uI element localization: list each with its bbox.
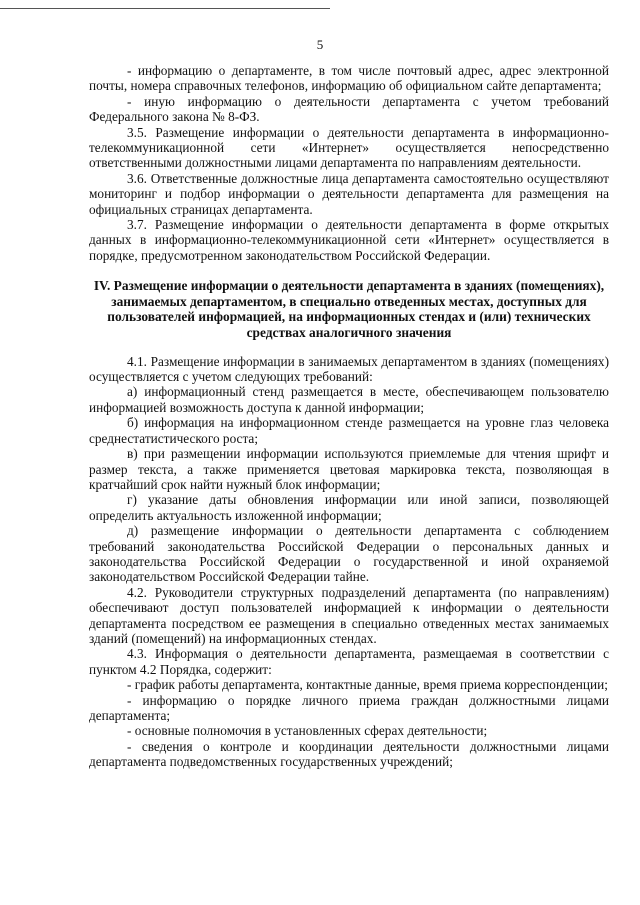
paragraph: д) размещение информации о деятельности департамента с соблюдением требований законодательства Российской Федерации о персональных данных и законодательства Российской Федерации о государственной и иной охраняемой законодательством Российской Федерации тайне. <box>89 523 609 585</box>
paragraph: г) указание даты обновления информации или иной записи, позволяющей определить актуальность изложенной информации; <box>89 492 609 523</box>
paragraph: 4.3. Информация о деятельности департамента, размещаемая в соответствии с пунктом 4.2 Порядка, содержит: <box>89 646 609 677</box>
paragraph: - информацию о департаменте, в том числе почтовый адрес, адрес электронной почты, номера справочных телефонов, информацию об официальном сайте департамента; <box>89 63 609 94</box>
paragraph: б) информация на информационном стенде размещается на уровне глаз человека среднестатистического роста; <box>89 415 609 446</box>
section-heading: IV. Размещение информации о деятельности департамента в зданиях (помещениях), занимаемых департаментом, в специально отведенных местах, доступных для пользователей информацией, на информационных стендах и (или) технических средствах аналогичного значения <box>93 278 605 341</box>
paragraph: - сведения о контроле и координации деятельности должностными лицами департамента подведомственных государственных учреждений; <box>89 738 609 770</box>
document-body <box>89 63 609 770</box>
paragraph: 4.1. Размещение информации в занимаемых департаментом в зданиях (помещениях) осуществляется с учетом следующих требований: <box>89 353 609 385</box>
paragraph: - информацию о порядке личного приема граждан должностными лицами департамента; <box>89 692 609 723</box>
paragraph: - график работы департамента, контактные данные, время приема корреспонденции; <box>127 677 608 693</box>
top-rule <box>0 8 330 9</box>
paragraph: - иную информацию о деятельности департамента с учетом требований Федерального закона № 8-ФЗ. <box>89 93 609 125</box>
paragraph: - основные полномочия в установленных сферах деятельности; <box>127 723 488 739</box>
paragraph: 3.5. Размещение информации о деятельности департамента в информационно-телекоммуникационной сети «Интернет» осуществляется непосредственно ответственными должностными лицами департамента по направлениям деятельности. <box>89 124 609 171</box>
paragraph: 4.2. Руководители структурных подразделений департамента (по направлениям) обеспечивают доступ пользователей информацией к информации о деятельности департамента посредством ее размещения в специально отведенных местах занимаемых зданий (помещений) на информационных стендах. <box>89 584 609 646</box>
paragraph: в) при размещении информации используются приемлемые для чтения шрифт и размер текста, а также применяется цветовая маркировка текста, позволяющая в кратчайший срок найти нужный блок информации; <box>89 446 609 492</box>
paragraph: а) информационный стенд размещается в месте, обеспечивающем пользователю информацией возможность доступа к данной информации; <box>89 384 609 415</box>
paragraph: 3.7. Размещение информации о деятельности департамента в форме открытых данных в информационно-телекоммуникационной сети «Интернет» осуществляется в порядке, предусмотренном законодательством Российской Федерации. <box>89 217 609 263</box>
page-number: 5 <box>316 37 324 52</box>
paragraph: 3.6. Ответственные должностные лица департамента самостоятельно осуществляют мониторинг и подбор информации о деятельности департамента для размещения на официальных страницах департамента. <box>89 170 609 217</box>
